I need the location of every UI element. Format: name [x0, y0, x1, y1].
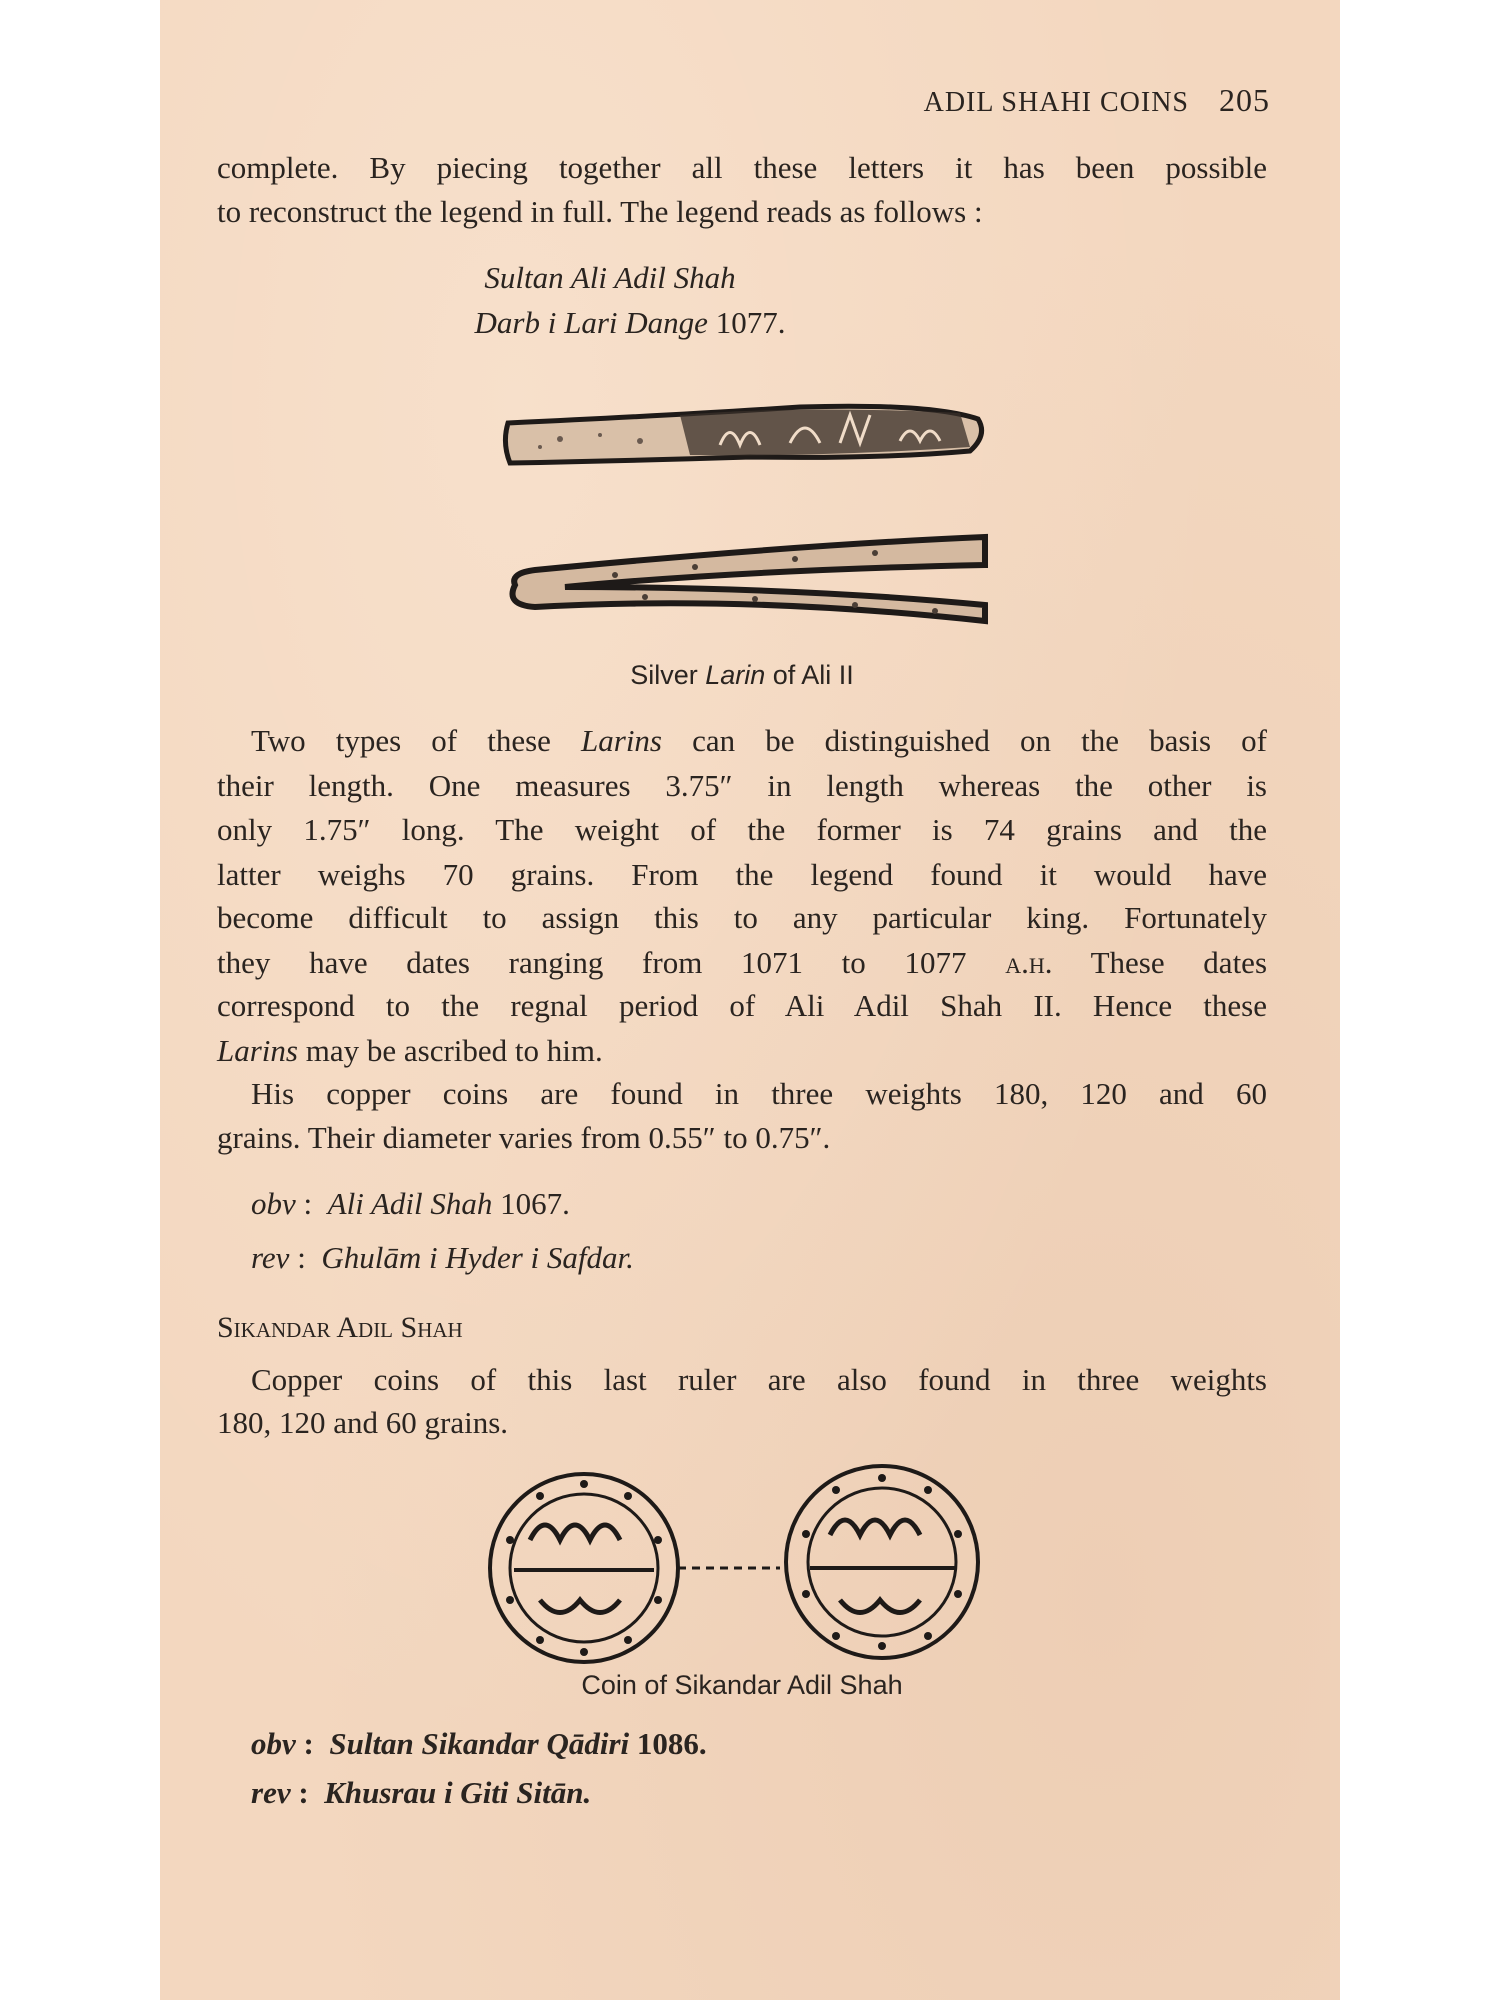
text-line: their length. One measures 3.75″ in length whereas the other is	[217, 768, 1267, 803]
text-line	[217, 941, 1267, 985]
text: Larins	[217, 1033, 298, 1068]
legend-line-1	[330, 256, 890, 300]
legend-year: 1077.	[715, 305, 786, 340]
text-line: 180, 120 and 60 grains.	[217, 1405, 509, 1440]
text: can be distinguished on the basis of	[662, 723, 1267, 758]
figure-caption-sikandar: Coin of Sikandar Adil Shah	[581, 1670, 903, 1700]
text: may be ascribed to him.	[297, 1033, 603, 1068]
sikandar-coin-illustration	[480, 1460, 990, 1665]
text-line	[217, 1029, 1267, 1073]
obverse-legend: obv : Sultan Sikandar Qādiri 1086.	[251, 1726, 707, 1761]
text-line: grains. Their diameter varies from 0.55″ to 0.75″.	[217, 1120, 831, 1155]
text: Khusrau i Giti Sitān.	[324, 1775, 592, 1810]
text-line: to reconstruct the legend in full. The legend reads as follows :	[217, 194, 983, 229]
text-line: latter weighs 70 grains. From the legend found it would have	[217, 857, 1267, 892]
text: a.h.	[1005, 945, 1053, 980]
text: they have dates ranging from 1071 to 1077	[217, 945, 1006, 980]
legend-text: Sultan Ali Adil Shah	[484, 260, 736, 295]
larin-coin-illustration-1	[500, 395, 990, 475]
legend-line-2	[330, 301, 930, 345]
caption-text: Larin	[705, 660, 766, 690]
text-line: Copper coins of this last ruler are also found in three weights	[251, 1362, 1267, 1397]
caption-text: of Ali II	[765, 660, 854, 690]
larin-coin-illustration-2	[495, 525, 995, 630]
text: Larins	[581, 723, 662, 758]
section-heading: Sikandar Adil Shah	[217, 1311, 463, 1344]
reverse-legend: rev : Khusrau i Giti Sitān.	[251, 1775, 592, 1810]
text: 1086.	[636, 1726, 707, 1761]
text: Ali Adil Shah	[327, 1186, 493, 1221]
label: rev	[251, 1775, 291, 1810]
page-number: 205	[1219, 82, 1270, 118]
label: rev	[251, 1240, 290, 1275]
text: Sultan Sikandar Qādiri	[329, 1726, 630, 1761]
label: obv	[251, 1726, 296, 1761]
text-line: His copper coins are found in three weights 180, 120 and 60	[251, 1076, 1267, 1111]
reverse-legend: rev : Ghulām i Hyder i Safdar.	[251, 1240, 634, 1275]
label: obv	[251, 1186, 296, 1221]
text: These dates	[1052, 945, 1268, 980]
text-line: correspond to the regnal period of Ali Adil Shah II. Hence these	[217, 988, 1267, 1023]
text-line: complete. By piecing together all these letters it has been possible	[217, 150, 1267, 185]
running-title: ADIL SHAHI COINS	[923, 87, 1189, 118]
text: 1067.	[500, 1186, 570, 1221]
text: Ghulām i Hyder i Safdar.	[321, 1240, 634, 1275]
text-line	[217, 719, 1267, 763]
text-line: only 1.75″ long. The weight of the former is 74 grains and the	[217, 812, 1267, 847]
text: Two types of these	[251, 723, 582, 758]
running-header	[924, 82, 1270, 119]
legend-text: Darb i Lari Dange	[474, 305, 708, 340]
figure-caption-larin	[217, 653, 1267, 697]
text-line: become difficult to assign this to any particular king. Fortunately	[217, 900, 1267, 935]
obverse-legend: obv : Ali Adil Shah 1067.	[251, 1186, 570, 1221]
caption-text: Silver	[630, 660, 706, 690]
